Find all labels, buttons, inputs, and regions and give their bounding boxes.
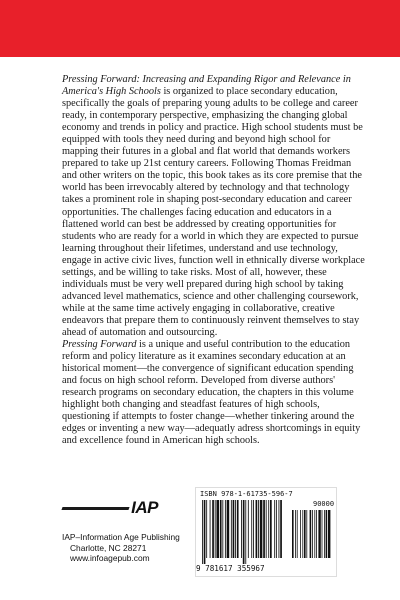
barcode-bars — [200, 500, 335, 564]
isbn-text: ISBN 978-1-61735-596-7 — [200, 490, 293, 498]
isbn-barcode — [195, 487, 337, 577]
book-title-short-italic: Pressing Forward — [62, 339, 137, 351]
drop-initial: P — [62, 74, 69, 85]
logo-rule — [61, 507, 129, 510]
book-title-italic: Pressing Forward: Increasing and Expanding Rigor and Relevance in America's High Schools — [62, 74, 351, 98]
paragraph-1-text: is organized to place secondary education, specifically the goals of preparing young adults to be college and career ready, in contemporary perspective, emphasizing the changing global economy and trends in policy and practice. High school students must be equipped with tools they need during and beyond high school for mapping their futures in a global and flat world that demands workers prepared to take up 21st century careers. Following Thomas Freidman and other writers on the topic, this book takes as its core premise that the world has been irrevocably altered by technology and that technology takes a prominent role in shaping post-secondary education and career opportunities. The challenges facing education and educators in a flattened world can best be addressed by creating opportunities for students who are ready for a world in which they are expected to pursue learning throughout their lifetimes, understand and use technology, engage in active civic lives, function well in ethnically diverse workplace settings, and be willing to take risks. Most of all, however, these individuals must be very well prepared during high school by taking advanced level mathematics, science and other challenging coursework, while at the same time actively engaging in collaborative, creative endeavors that prepare them to continuously reinvent themselves to stay ahead of automation and outsourcing. — [62, 86, 365, 338]
logo-text: IAP — [131, 498, 158, 517]
publisher-name: IAP–Information Age Publishing — [62, 532, 180, 542]
publisher-logo — [62, 498, 158, 518]
description-paragraph-2 — [62, 339, 367, 447]
top-color-band — [0, 0, 400, 57]
price-code: 90000 — [313, 500, 335, 508]
publisher-address: Charlotte, NC 28271 — [70, 542, 147, 553]
description-paragraph-1 — [62, 74, 367, 339]
back-cover-description — [62, 74, 367, 447]
publisher-info — [62, 498, 180, 564]
paragraph-2-text: is a unique and useful contribution to the education reform and policy literature as it examines secondary education at an historical moment—the convergence of significant education spending and focus on high school reform. Developed from diverse authors' research programs on secondary education, the chapters in this volume highlight both changing and steadfast features of high schools, questioning if attempts to foster change—whether tinkering around the edges or inventing a new way—adequatly adress shortcomings in equity and excellence found in American high schools. — [62, 339, 361, 447]
publisher-url: www.infoagepub.com — [70, 553, 150, 563]
barcode-digits: 9 781617 355967 — [196, 564, 265, 573]
